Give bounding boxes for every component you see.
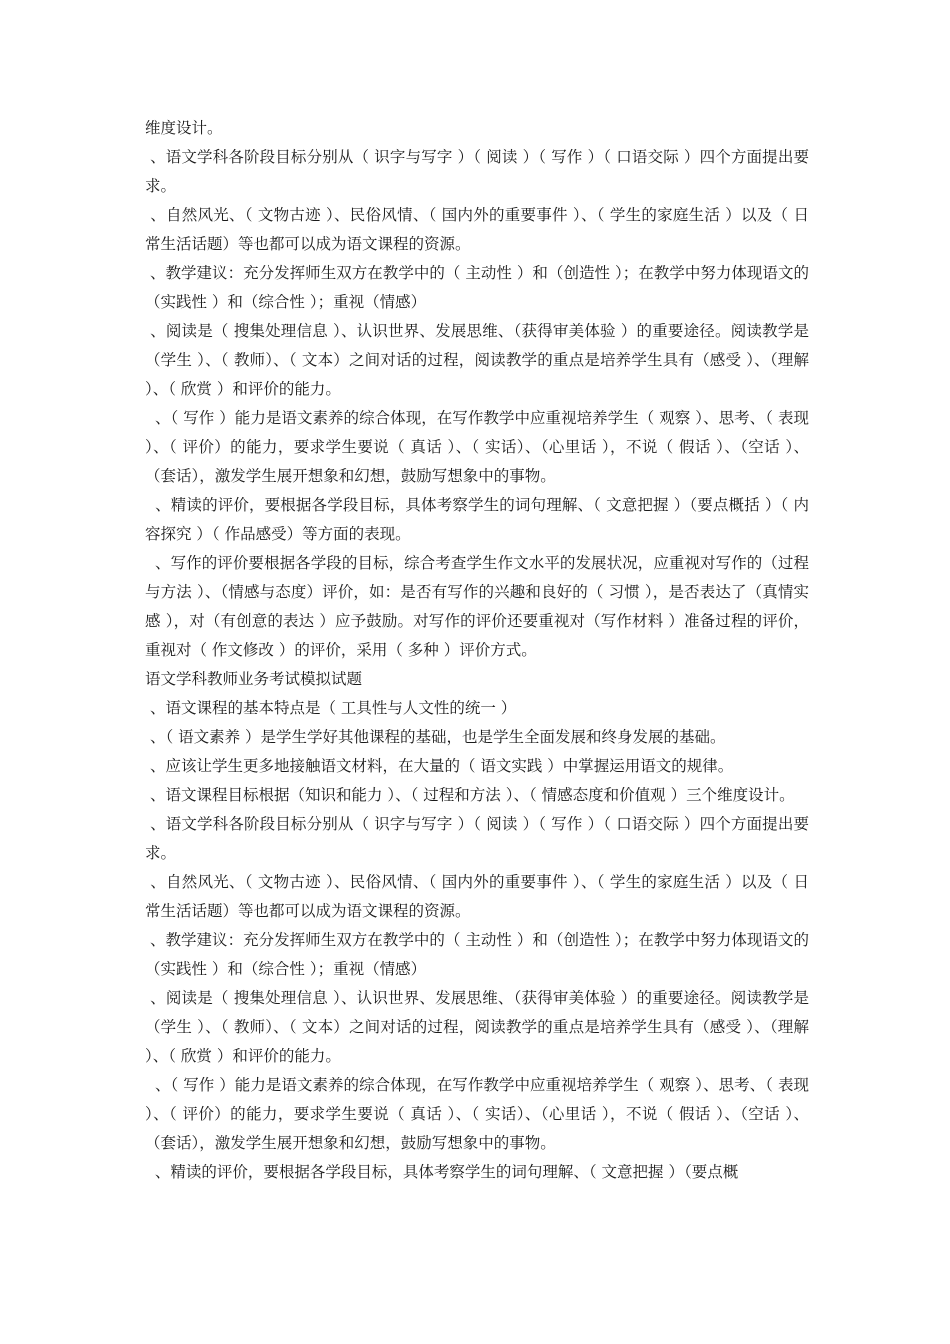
text-paragraph: 、（ 语文素养 ）是学生学好其他课程的基础，也是学生全面发展和终身发展的基础。 — [145, 728, 726, 746]
text-line: 维度设计。 — [145, 119, 223, 137]
text-paragraph: 、语文课程目标根据（知识和能力 ）、（ 过程和方法 ）、（ 情感态度和价值观 ）三个维度设计。 — [145, 786, 795, 804]
text-paragraph: 、（ 写作 ）能力是语文素养的综合体现，在写作教学中应重视培养学生（ 观察 ）、思考、（ 表现 ）、（ 评价）的能力，要求学生要说（ 真话 ）、（ 实话）、（心里话 ），不说（ 假话 ）、（空话 ）、（套话），激发学生展开想象和幻想，鼓励写想象中的事物。 — [145, 1076, 814, 1152]
text-paragraph: 、（ 写作 ）能力是语文素养的综合体现，在写作教学中应重视培养学生（ 观察 ）、思考、（ 表现 ）、（ 评价）的能力，要求学生要说（ 真话 ）、（ 实话）、（心里话 ），不说（ 假话 ）、（空话 ）、（套话），激发学生展开想象和幻想，鼓励写想象中的事物。 — [145, 409, 814, 485]
text-paragraph: 、应该让学生更多地接触语文材料，在大量的（ 语文实践 ）中掌握运用语文的规律。 — [145, 757, 734, 775]
document-page — [145, 114, 814, 1187]
text-paragraph: 、语文学科各阶段目标分别从（ 识字与写字 ）（ 阅读 ）（ 写作 ）（ 口语交际 ）四个方面提出要求。 — [145, 815, 809, 862]
text-paragraph: 、写作的评价要根据各学段的目标，综合考查学生作文水平的发展状况，应重视对写作的（过程与方法 ）、（情感与态度）评价，如：是否有写作的兴趣和良好的（ 习惯 ），是否表达了（真情实感 ），对（有创意的表达 ）应予鼓励。对写作的评价还要重视对（写作材料 ）准备过程的评价，重视对（ 作文修改 ）的评价，采用（ 多种 ）评价方式。 — [145, 554, 809, 659]
text-paragraph: 、语文学科各阶段目标分别从（ 识字与写字 ）（ 阅读 ）（ 写作 ）（ 口语交际 ）四个方面提出要求。 — [145, 148, 809, 195]
text-paragraph: 、自然风光、（ 文物古迹 ）、民俗风情、（ 国内外的重要事件 ）、（ 学生的家庭生活 ）以及（ 日常生活话题）等也都可以成为语文课程的资源。 — [145, 873, 809, 920]
section-heading: 语文学科教师业务考试模拟试题 — [145, 670, 363, 688]
text-paragraph: 、教学建议：充分发挥师生双方在教学中的（ 主动性 ）和（创造性 ）；在教学中努力体现语文的（实践性 ）和（综合性 ）；重视（情感） — [145, 931, 809, 978]
text-paragraph: 、阅读是（ 搜集处理信息 ）、认识世界、发展思维、（获得审美体验 ）的重要途径。阅读教学是（学生 ）、（ 教师）、（ 文本）之间对话的过程，阅读教学的重点是培养学生具有（感受 ）、（理解 ）、（ 欣赏 ）和评价的能力。 — [145, 322, 814, 398]
text-paragraph: 、自然风光、（ 文物古迹 ）、民俗风情、（ 国内外的重要事件 ）、（ 学生的家庭生活 ）以及（ 日常生活话题）等也都可以成为语文课程的资源。 — [145, 206, 809, 253]
text-paragraph: 、教学建议：充分发挥师生双方在教学中的（ 主动性 ）和（创造性 ）；在教学中努力体现语文的（实践性 ）和（综合性 ）；重视（情感） — [145, 264, 809, 311]
text-paragraph: 、语文课程的基本特点是（ 工具性与人文性的统一 ） — [145, 699, 517, 717]
text-paragraph: 、阅读是（ 搜集处理信息 ）、认识世界、发展思维、（获得审美体验 ）的重要途径。阅读教学是（学生 ）、（ 教师）、（ 文本）之间对话的过程，阅读教学的重点是培养学生具有（感受 ）、（理解 ）、（ 欣赏 ）和评价的能力。 — [145, 989, 814, 1065]
text-paragraph: 、精读的评价，要根据各学段目标，具体考察学生的词句理解、（ 文意把握 ）（要点概 — [145, 1163, 739, 1181]
text-paragraph: 、精读的评价，要根据各学段目标，具体考察学生的词句理解、（ 文意把握 ）（要点概括 ）（ 内容探究 ）（ 作品感受）等方面的表现。 — [145, 496, 809, 543]
